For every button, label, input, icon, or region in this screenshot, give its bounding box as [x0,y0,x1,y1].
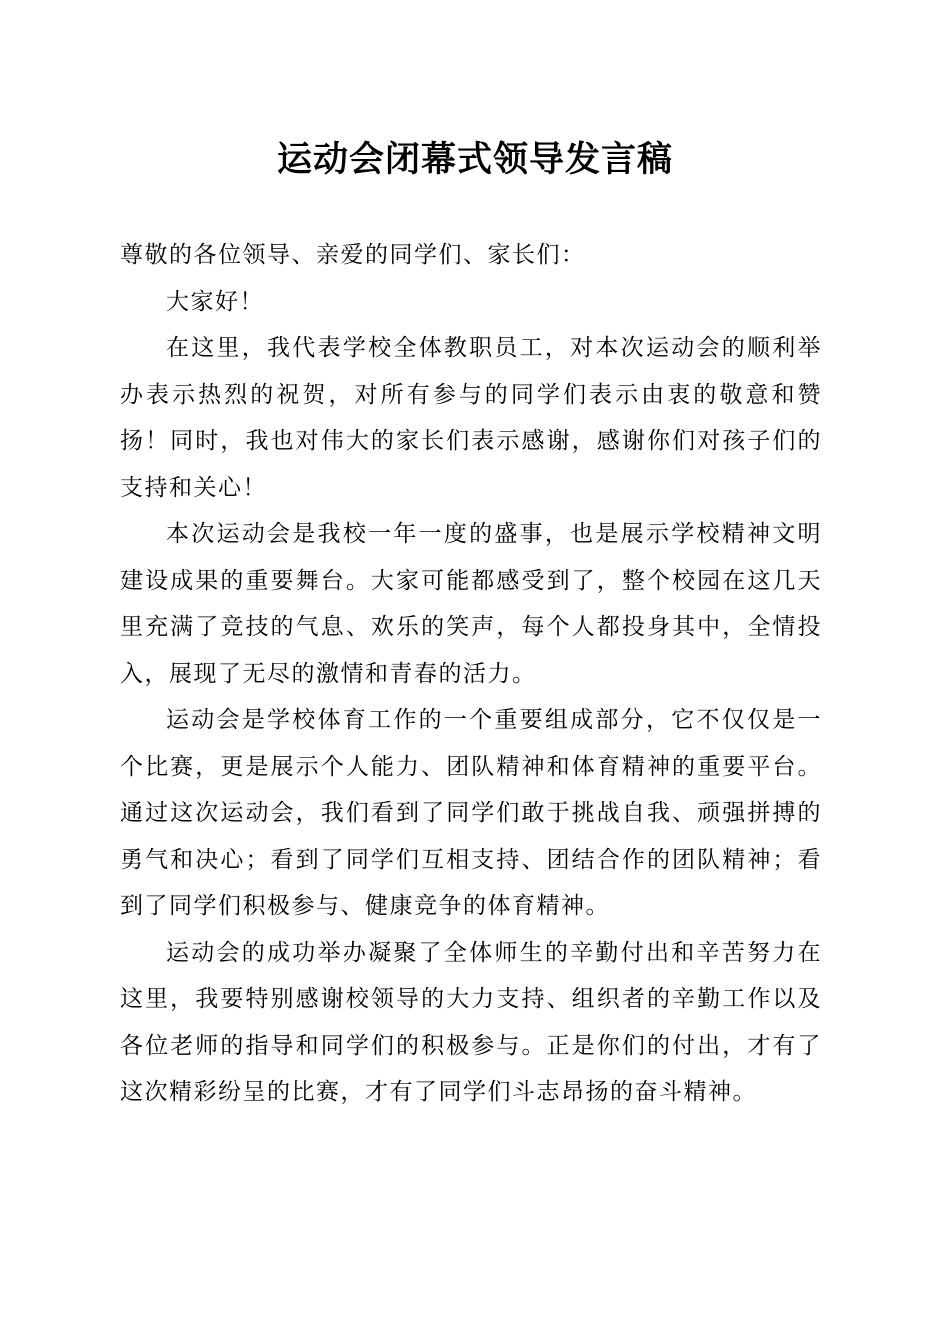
document-title: 运动会闭幕式领导发言稿 [276,139,673,180]
body-paragraph-sports-spirit: 运动会是学校体育工作的一个重要组成部分，它不仅仅是一个比赛，更是展示个人能力、团队精神和体育精神的重要平台。通过这次运动会，我们看到了同学们敢于挑战自我、顽强拼搏的勇气和决心；看到了同学们互相支持、团结合作的团队精神；看到了同学们积极参与、健康竞争的体育精神。 [120,707,822,919]
body-paragraph-event-significance: 本次运动会是我校一年一度的盛事，也是展示学校精神文明建设成果的重要舞台。大家可能都感受到了，整个校园在这几天里充满了竞技的气息、欢乐的笑声，每个人都投身其中，全情投入，展现了无尽的激情和青春的活力。 [120,521,822,687]
document-body [120,232,822,1116]
body-paragraph-congratulations: 在这里，我代表学校全体教职员工，对本次运动会的顺利举办表示热烈的祝贺，对所有参与的同学们表示由衷的敬意和赞扬！同时，我也对伟大的家长们表示感谢，感谢你们对孩子们的支持和关心！ [120,335,822,501]
greeting-paragraph: 大家好！ [166,288,264,315]
body-paragraph-thanks: 运动会的成功举办凝聚了全体师生的辛勤付出和辛苦努力在这里，我要特别感谢校领导的大力支持、组织者的辛勤工作以及各位老师的指导和同学们的积极参与。正是你们的付出，才有了这次精彩纷呈的比赛，才有了同学们斗志昂扬的奋斗精神。 [120,939,822,1105]
salutation-paragraph: 尊敬的各位领导、亲爱的同学们、家长们： [120,242,586,268]
